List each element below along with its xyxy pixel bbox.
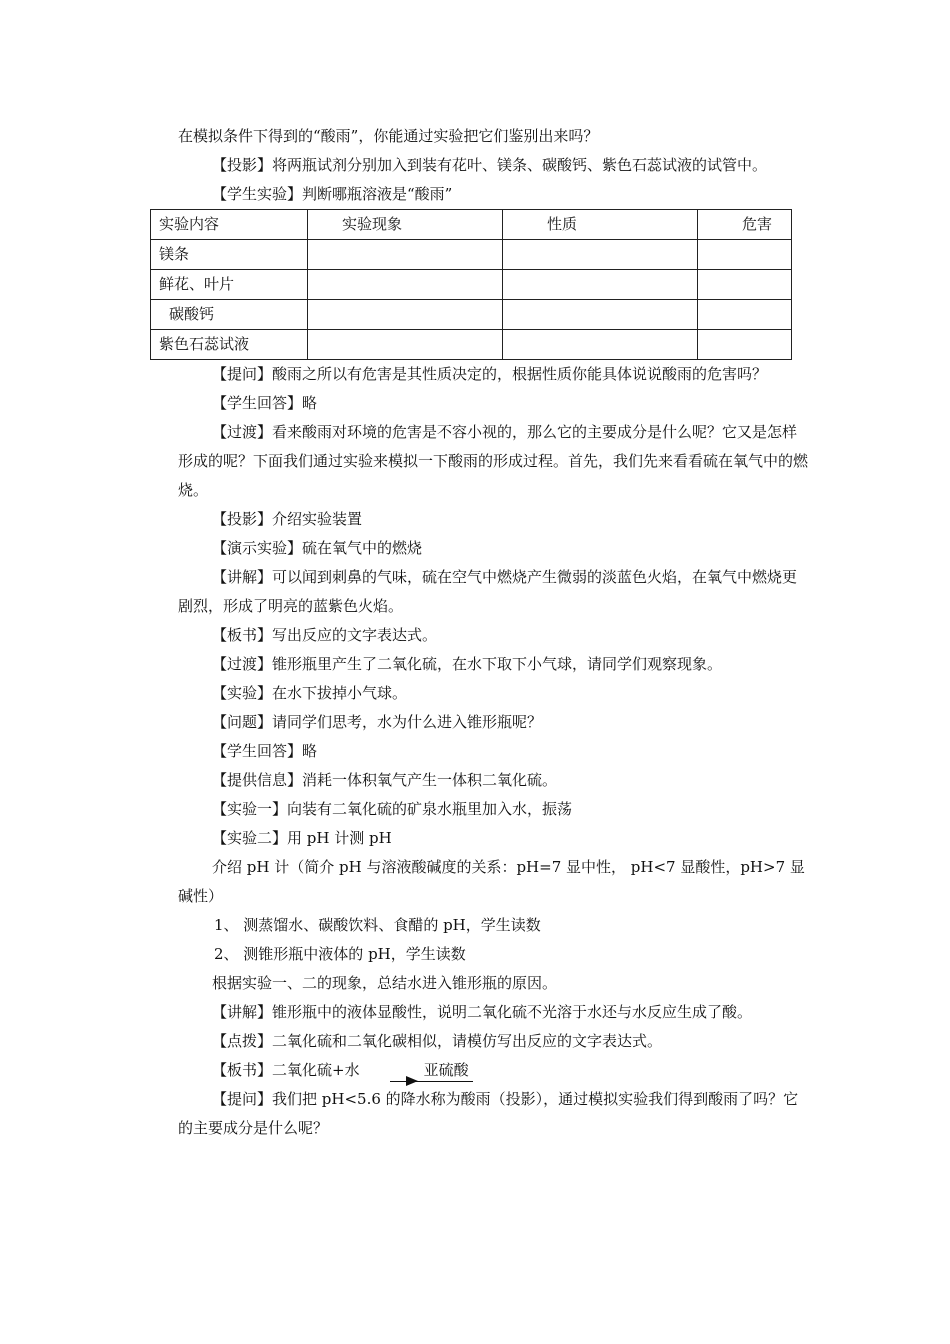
paragraph-transition-2: 【过渡】锥形瓶里产生了二氧化硫，在水下取下小气球，请同学们观察现象。 xyxy=(212,655,723,673)
table-cell xyxy=(503,270,698,300)
paragraph-student-experiment: 【学生实验】判断哪瓶溶液是“酸雨” xyxy=(212,185,453,203)
paragraph-explanation: 【讲解】可以闻到刺鼻的气味，硫在空气中燃烧产生微弱的淡蓝色火焰，在氧气中燃烧更剧烈，形成了明亮的蓝紫色火焰。 xyxy=(178,568,798,615)
table-cell xyxy=(503,330,698,360)
paragraph-transition: 【过渡】看来酸雨对环境的危害是不容小视的，那么它的主要成分是什么呢？它又是怎样形成的呢？下面我们通过实验来模拟一下酸雨的形成过程。首先，我们先来看看硫在氧气中的燃烧。 xyxy=(178,423,809,499)
paragraph-hint: 【点拨】二氧化硫和二氧化碳相似，请模仿写出反应的文字表达式。 xyxy=(212,1032,663,1050)
table-row xyxy=(151,300,792,330)
paragraph-explanation-2: 【讲解】锥形瓶中的液体显酸性，说明二氧化硫不光溶于水还与水反应生成了酸。 xyxy=(212,1003,753,1021)
table-row-label: 碳酸钙 xyxy=(151,300,308,330)
table-cell xyxy=(698,300,792,330)
table-row xyxy=(151,240,792,270)
table-cell xyxy=(503,300,698,330)
arrow-head-icon xyxy=(406,1076,418,1086)
paragraph-projection: 【投影】将两瓶试剂分别加入到装有花叶、镁条、碳酸钙、紫色石蕊试液的试管中。 xyxy=(212,156,768,174)
paragraph-ph-meter: 介绍 pH 计（简介 pH 与溶液酸碱度的关系：pH=7 显中性， pH<7 显酸性，pH>7 显碱性） xyxy=(178,858,805,905)
table-cell xyxy=(698,240,792,270)
table-header-row xyxy=(151,210,792,240)
document-body xyxy=(159,122,809,1143)
paragraph-student-answer-2: 【学生回答】略 xyxy=(212,742,318,760)
paragraph-final-question: 【提问】我们把 pH<5.6 的降水称为酸雨（投影），通过模拟实验我们得到酸雨了吗？它的主要成分是什么呢？ xyxy=(178,1090,799,1137)
table-row-label: 鲜花、叶片 xyxy=(151,270,308,300)
table-row xyxy=(151,270,792,300)
arrow-line xyxy=(390,1081,473,1082)
table-row-label: 紫色石蕊试液 xyxy=(151,330,308,360)
table-header-cell: 实验现象 xyxy=(308,210,503,240)
paragraph-demo-experiment: 【演示实验】硫在氧气中的燃烧 xyxy=(212,539,423,557)
paragraph-problem: 【问题】请同学们思考，水为什么进入锥形瓶呢？ xyxy=(212,713,543,731)
table-row-label: 镁条 xyxy=(151,240,308,270)
table-cell xyxy=(308,240,503,270)
paragraph-intro-question: 在模拟条件下得到的“酸雨”，你能通过实验把它们鉴别出来吗？ xyxy=(178,127,599,145)
experiment-table xyxy=(150,209,792,360)
table-row xyxy=(151,330,792,360)
paragraph-experiment-2: 【实验二】用 pH 计测 pH xyxy=(212,829,392,847)
table-cell xyxy=(698,330,792,360)
paragraph-student-answer: 【学生回答】略 xyxy=(212,394,318,412)
paragraph-question-harm: 【提问】酸雨之所以有危害是其性质决定的，根据性质你能具体说说酸雨的危害吗？ xyxy=(212,365,768,383)
table-cell xyxy=(698,270,792,300)
paragraph-summary: 根据实验一、二的现象，总结水进入锥形瓶的原因。 xyxy=(212,974,558,992)
table-header-cell: 性质 xyxy=(503,210,698,240)
paragraph-experiment-1: 【实验一】向装有二氧化硫的矿泉水瓶里加入水，振荡 xyxy=(212,800,573,818)
paragraph-experiment: 【实验】在水下拔掉小气球。 xyxy=(212,684,408,702)
list-item-1: 1、 测蒸馏水、碳酸饮料、食醋的 pH，学生读数 xyxy=(214,916,541,934)
paragraph-info: 【提供信息】消耗一体积氧气产生一体积二氧化硫。 xyxy=(212,771,558,789)
reaction-arrow xyxy=(390,1056,469,1085)
table-cell xyxy=(503,240,698,270)
paragraph-equation xyxy=(178,1056,808,1085)
list-item-2: 2、 测锥形瓶中液体的 pH，学生读数 xyxy=(214,945,466,963)
table-cell xyxy=(308,300,503,330)
table-cell xyxy=(308,270,503,300)
table-header-cell: 实验内容 xyxy=(151,210,308,240)
table-cell xyxy=(308,330,503,360)
table-header-cell: 危害 xyxy=(698,210,792,240)
equation-prefix: 【板书】二氧化硫+水 xyxy=(212,1061,360,1079)
paragraph-projection-apparatus: 【投影】介绍实验装置 xyxy=(212,510,363,528)
paragraph-board-writing: 【板书】写出反应的文字表达式。 xyxy=(212,626,438,644)
equation-product: 亚硫酸 xyxy=(423,1061,469,1079)
